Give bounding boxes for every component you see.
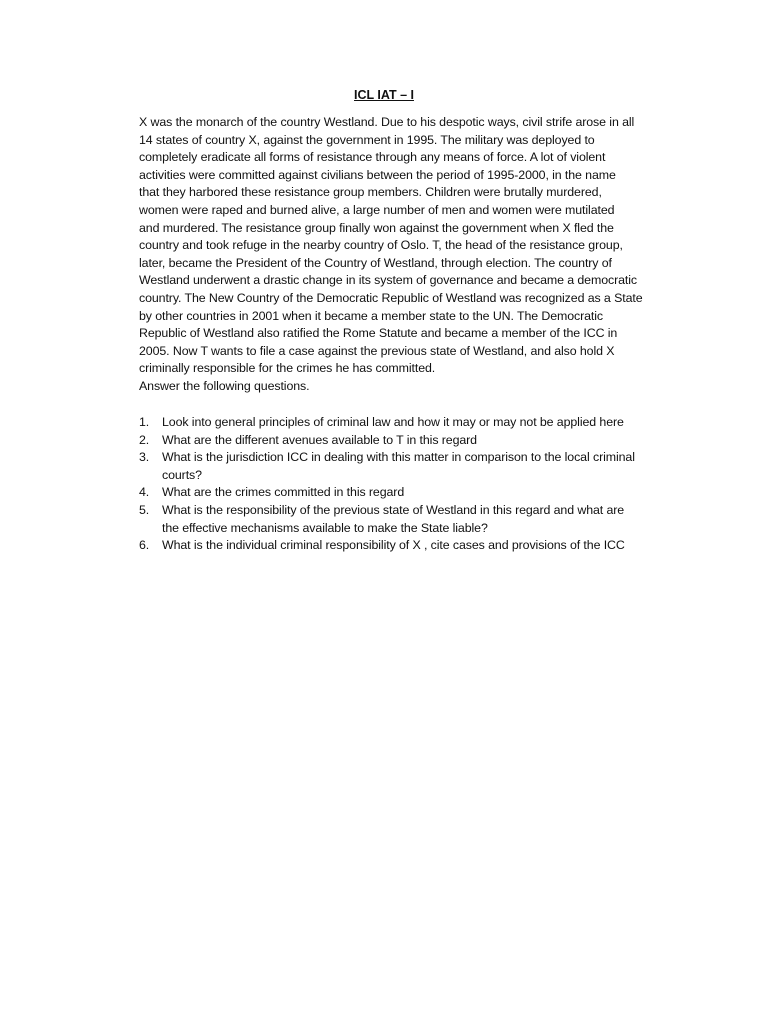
question-number: 3.	[139, 450, 150, 465]
paragraph-line: that they harbored these resistance group members. Children were brutally murdered,	[139, 185, 602, 200]
paragraph-line: criminally responsible for the crimes he has committed.	[139, 361, 436, 376]
question-item	[139, 537, 684, 555]
question-text: What are the crimes committed in this regard	[162, 485, 405, 500]
paragraph-line: 2005. Now T wants to file a case against the previous state of Westland, and also hold X	[139, 343, 615, 358]
document-title: ICL IAT – I	[354, 88, 414, 102]
scenario-paragraph	[139, 114, 679, 396]
question-number: 5.	[139, 502, 150, 517]
question-text: What is the jurisdiction ICC in dealing with this matter in comparison to the local criminal	[162, 450, 635, 465]
paragraph-line: Westland underwent a drastic change in its system of governance and became a democratic	[139, 273, 637, 288]
paragraph-line: later, became the President of the Country of Westland, through election. The country of	[139, 255, 612, 270]
question-item	[139, 414, 684, 432]
paragraph-line: country. The New Country of the Democratic Republic of Westland was recognized as a State	[139, 290, 643, 305]
question-number: 1.	[139, 415, 150, 429]
paragraph-line: activities were committed against civilians between the period of 1995-2000, in the name	[139, 167, 616, 182]
paragraph-line: country and took refuge in the nearby country of Oslo. T, the head of the resistance group,	[139, 238, 623, 253]
paragraph-line: by other countries in 2001 when it became a member state to the UN. The Democratic	[139, 308, 604, 323]
paragraph-line: Republic of Westland also ratified the Rome Statute and became a member of the ICC in	[139, 326, 618, 341]
instruction-line: Answer the following questions.	[139, 378, 310, 393]
paragraph-line: 14 states of country X, against the government in 1995. The military was deployed to	[139, 132, 595, 147]
question-number: 6.	[139, 538, 150, 553]
question-text: What is the individual criminal responsibility of X , cite cases and provisions of the ICC	[162, 538, 625, 553]
question-item	[139, 484, 684, 502]
question-text: Look into general principles of criminal law and how it may or may not be applied here	[162, 415, 624, 429]
question-list	[139, 414, 684, 555]
question-number: 2.	[139, 432, 150, 447]
question-text: courts?	[162, 467, 202, 482]
question-text: What is the responsibility of the previous state of Westland in this regard and what are	[162, 502, 625, 517]
question-text: What are the different avenues available to T in this regard	[162, 432, 477, 447]
paragraph-line: X was the monarch of the country Westland. Due to his despotic ways, civil strife arose in all	[139, 115, 635, 129]
paragraph-line: women were raped and burned alive, a large number of men and women were mutilated	[139, 202, 615, 217]
question-item	[139, 449, 684, 484]
question-number: 4.	[139, 485, 150, 500]
paragraph-line: completely eradicate all forms of resistance through any means of force. A lot of violent	[139, 150, 606, 165]
question-text: the effective mechanisms available to make the State liable?	[162, 520, 488, 535]
question-item	[139, 502, 684, 537]
question-item	[139, 432, 684, 450]
paragraph-line: and murdered. The resistance group finally won against the government when X fled the	[139, 220, 614, 235]
